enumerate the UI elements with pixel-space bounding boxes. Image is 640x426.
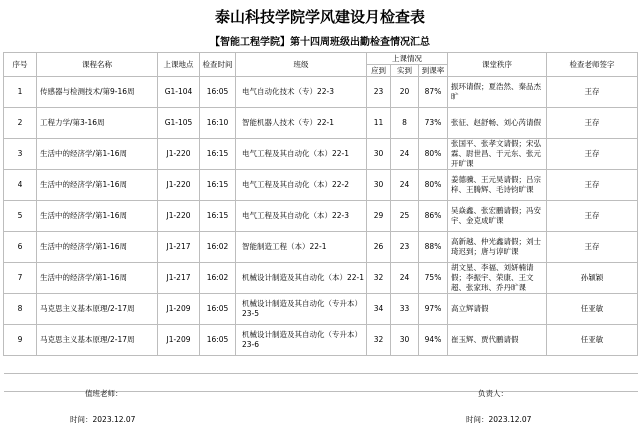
- row-class: 电气工程及其自动化（本）22-3: [236, 201, 367, 232]
- table-row: [4, 232, 638, 263]
- row-class: 电气工程及其自动化（本）22-2: [236, 170, 367, 201]
- duty-teacher-label: 值班老师：: [85, 389, 123, 398]
- row-actual: 23: [391, 232, 419, 263]
- table-row: [4, 263, 638, 294]
- row-teacher: 王存: [547, 170, 638, 201]
- row-seq: 2: [4, 108, 37, 139]
- row-class: 机械设计制造及其自动化（本）22-1: [236, 263, 367, 294]
- header-row: [4, 53, 638, 65]
- header-teacher: 检查老师签字: [547, 53, 638, 77]
- row-check-time: 16:02: [200, 263, 236, 294]
- row-teacher: 任亚敏: [547, 294, 638, 325]
- row-location: G1-105: [158, 108, 200, 139]
- row-seq: 5: [4, 201, 37, 232]
- row-location: J1-220: [158, 139, 200, 170]
- row-rate: 88%: [419, 232, 448, 263]
- row-actual: 24: [391, 263, 419, 294]
- row-actual: 25: [391, 201, 419, 232]
- row-location: J1-209: [158, 325, 200, 356]
- header-order: 课堂秩序: [448, 53, 547, 77]
- row-teacher: 王存: [547, 139, 638, 170]
- row-check-time: 16:05: [200, 294, 236, 325]
- row-rate: 87%: [419, 77, 448, 108]
- row-teacher: 王存: [547, 201, 638, 232]
- row-course: 生活中的经济学/第1-16周: [37, 232, 158, 263]
- row-actual: 24: [391, 170, 419, 201]
- row-teacher: 王存: [547, 232, 638, 263]
- row-actual: 30: [391, 325, 419, 356]
- table-row: [4, 325, 638, 356]
- row-expected: 30: [367, 139, 391, 170]
- row-actual: 20: [391, 77, 419, 108]
- row-order: 胡文星、李福、刘妍楠请假；李振宇、荣康、王文超、张家玮、乔丹旷课: [448, 263, 547, 294]
- row-seq: 6: [4, 232, 37, 263]
- row-actual: 8: [391, 108, 419, 139]
- row-expected: 11: [367, 108, 391, 139]
- row-order: 高新越、仲光鑫请假；刘士琦迟到；唐与谆旷课: [448, 232, 547, 263]
- header-actual: 实到: [391, 65, 419, 77]
- row-order: 姜德骥、王元昊请假；吕宗梓、王腾辉、毛诗钧旷课: [448, 170, 547, 201]
- row-check-time: 16:15: [200, 170, 236, 201]
- table-row: [4, 201, 638, 232]
- row-class: 电气自动化技术（专）22-3: [236, 77, 367, 108]
- row-class: 智能制造工程（本）22-1: [236, 232, 367, 263]
- row-order: 张征、赵舒畅、刘心芮请假: [448, 108, 547, 139]
- time-right: 时间：2023.12.07: [466, 415, 532, 424]
- header-attendance: 上课情况: [367, 53, 448, 65]
- row-check-time: 16:05: [200, 77, 236, 108]
- row-seq: 4: [4, 170, 37, 201]
- row-expected: 26: [367, 232, 391, 263]
- row-actual: 24: [391, 139, 419, 170]
- row-class: 电气工程及其自动化（本）22-1: [236, 139, 367, 170]
- responsible-label: 负责人：: [478, 389, 508, 398]
- row-teacher: 王存: [547, 77, 638, 108]
- row-course: 马克思主义基本原理/2-17周: [37, 325, 158, 356]
- header-rate: 到课率: [419, 65, 448, 77]
- row-rate: 73%: [419, 108, 448, 139]
- row-seq: 3: [4, 139, 37, 170]
- table-row: [4, 139, 638, 170]
- row-course: 生活中的经济学/第1-16周: [37, 263, 158, 294]
- row-expected: 32: [367, 325, 391, 356]
- row-check-time: 16:05: [200, 325, 236, 356]
- header-location: 上课地点: [158, 53, 200, 77]
- footer-row: [4, 356, 638, 374]
- row-location: J1-220: [158, 170, 200, 201]
- row-expected: 30: [367, 170, 391, 201]
- row-rate: 97%: [419, 294, 448, 325]
- time-left: 时间：2023.12.07: [70, 415, 136, 424]
- row-expected: 34: [367, 294, 391, 325]
- sheet-title: 泰山科技学院学风建设月检查表: [214, 8, 425, 26]
- row-rate: 75%: [419, 263, 448, 294]
- row-course: 马克思主义基本原理/2-17周: [37, 294, 158, 325]
- row-seq: 1: [4, 77, 37, 108]
- row-class: 机械设计制造及其自动化（专升本）23-6: [236, 325, 367, 356]
- table-row: [4, 294, 638, 325]
- row-teacher: 孙颖颖: [547, 263, 638, 294]
- row-actual: 33: [391, 294, 419, 325]
- row-check-time: 16:15: [200, 201, 236, 232]
- table-row: [4, 170, 638, 201]
- row-rate: 94%: [419, 325, 448, 356]
- row-order: 张国平、张孝文请假；宋弘霖、尉世昌、于元东、张元开旷课: [448, 139, 547, 170]
- row-check-time: 16:10: [200, 108, 236, 139]
- row-order: 高立辉请假: [448, 294, 547, 325]
- header-check-time: 检查时间: [200, 53, 236, 77]
- row-course: 生活中的经济学/第1-16周: [37, 170, 158, 201]
- row-teacher: 王存: [547, 108, 638, 139]
- row-rate: 86%: [419, 201, 448, 232]
- attendance-table: [3, 52, 638, 392]
- row-expected: 23: [367, 77, 391, 108]
- header-class: 班级: [236, 53, 367, 77]
- row-location: J1-220: [158, 201, 200, 232]
- header-seq: 序号: [4, 53, 37, 77]
- row-course: 传感器与检测技术/第9-16周: [37, 77, 158, 108]
- row-expected: 29: [367, 201, 391, 232]
- row-course: 生活中的经济学/第1-16周: [37, 201, 158, 232]
- row-order: 崔玉辉、贾代鹏请假: [448, 325, 547, 356]
- row-seq: 8: [4, 294, 37, 325]
- row-class: 智能机器人技术（专）22-1: [236, 108, 367, 139]
- row-check-time: 16:15: [200, 139, 236, 170]
- row-class: 机械设计制造及其自动化（专升本）23-5: [236, 294, 367, 325]
- row-expected: 32: [367, 263, 391, 294]
- header-course: 课程名称: [37, 53, 158, 77]
- row-location: G1-104: [158, 77, 200, 108]
- table-row: [4, 108, 638, 139]
- row-location: J1-209: [158, 294, 200, 325]
- row-course: 生活中的经济学/第1-16周: [37, 139, 158, 170]
- row-location: J1-217: [158, 232, 200, 263]
- row-check-time: 16:02: [200, 232, 236, 263]
- row-order: 吴焱鑫、张宏鹏请假；冯安宇、金克成旷课: [448, 201, 547, 232]
- row-location: J1-217: [158, 263, 200, 294]
- row-rate: 80%: [419, 139, 448, 170]
- row-seq: 9: [4, 325, 37, 356]
- table-row: [4, 77, 638, 108]
- row-rate: 80%: [419, 170, 448, 201]
- sheet-subtitle: 【智能工程学院】第十四周班级出勤检查情况汇总: [210, 37, 430, 48]
- header-expected: 应到: [367, 65, 391, 77]
- row-order: 振环请假；夏浩然、秦品杰旷: [448, 77, 547, 108]
- row-seq: 7: [4, 263, 37, 294]
- row-course: 工程力学/第3-16周: [37, 108, 158, 139]
- footer-cell: [4, 356, 638, 374]
- row-teacher: 任亚敏: [547, 325, 638, 356]
